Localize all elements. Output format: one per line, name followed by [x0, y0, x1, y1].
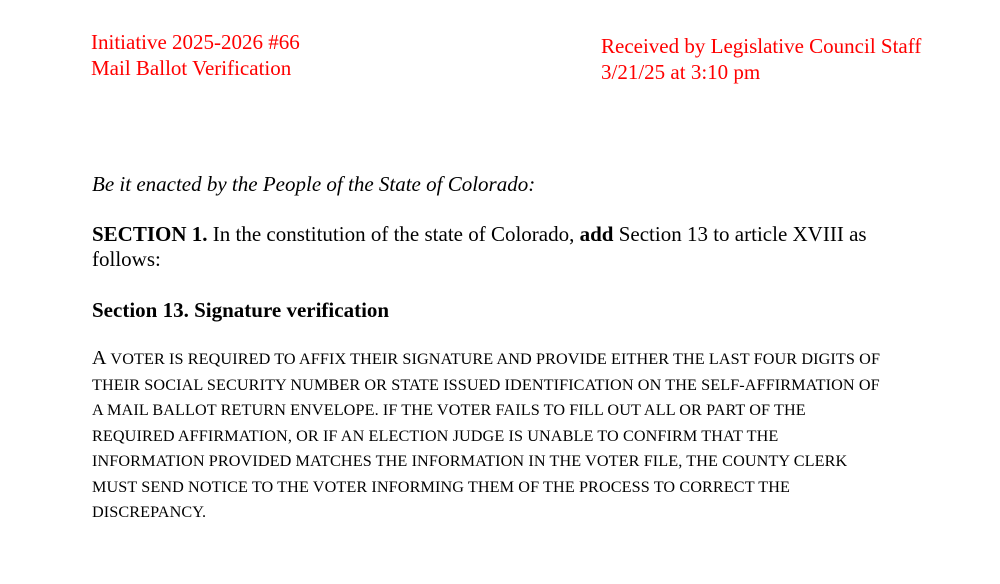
body-line: A MAIL BALLOT RETURN ENVELOPE. IF THE VOTER FAILS TO FILL OUT ALL OR PART OF THE [92, 401, 806, 419]
initiative-stamp [91, 29, 300, 81]
body-line [92, 346, 952, 373]
body-line-text: VOTER IS REQUIRED TO AFFIX THEIR SIGNATURE AND PROVIDE EITHER THE LAST FOUR DIGITS OF [106, 350, 881, 368]
section-text-after: Section 13 to article XVIII as follows: [92, 222, 867, 271]
received-by: Received by Legislative Council Staff [601, 34, 922, 58]
section-text-before: In the constitution of the state of Colorado, [207, 222, 580, 246]
body-line: REQUIRED AFFIRMATION, OR IF AN ELECTION JUDGE IS UNABLE TO CONFIRM THAT THE [92, 426, 779, 445]
body-text [92, 346, 952, 526]
body-line: DISCREPANCY. [92, 503, 207, 521]
section-bold-word: add [579, 222, 614, 246]
received-at: 3/21/25 at 3:10 pm [601, 60, 761, 84]
section-paragraph [92, 222, 912, 272]
body-line: INFORMATION PROVIDED MATCHES THE INFORMATION IN THE VOTER FILE, THE COUNTY CLERK [92, 452, 848, 470]
body-line: THEIR SOCIAL SECURITY NUMBER OR STATE ISSUED IDENTIFICATION ON THE SELF-AFFIRMATION OF [92, 375, 880, 394]
initiative-number: Initiative 2025-2026 #66 [91, 30, 300, 54]
body-first-letter: A [92, 347, 107, 369]
enacting-clause: Be it enacted by the People of the State of Colorado: [92, 172, 536, 196]
received-stamp [601, 33, 921, 85]
body-line: MUST SEND NOTICE TO THE VOTER INFORMING THEM OF THE PROCESS TO CORRECT THE [92, 477, 791, 496]
subsection-heading: Section 13. Signature verification [92, 298, 390, 322]
initiative-title: Mail Ballot Verification [91, 56, 292, 80]
section-label: SECTION 1. [92, 222, 208, 246]
